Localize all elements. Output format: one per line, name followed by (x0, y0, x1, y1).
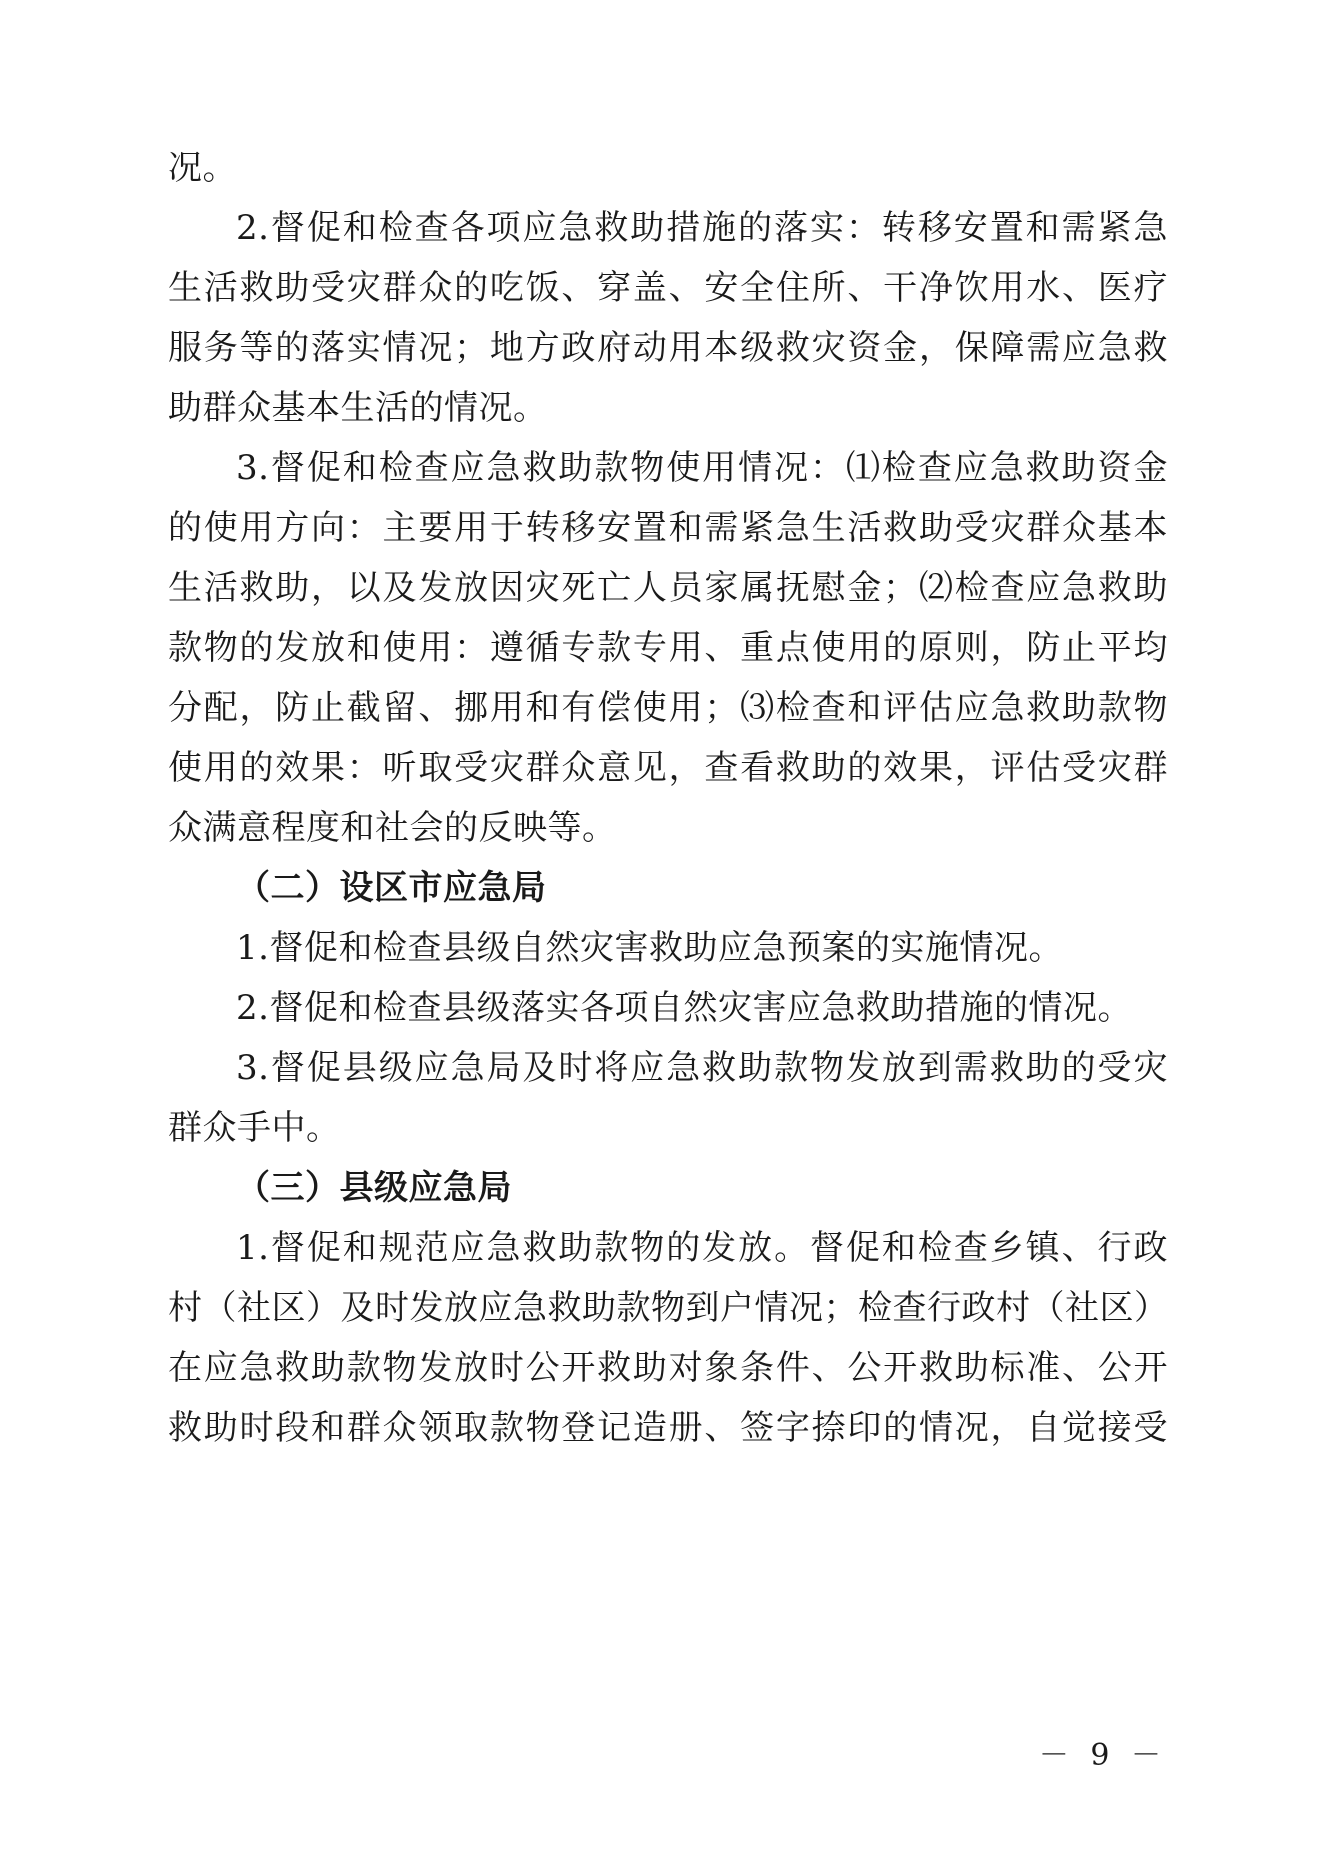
text-line-8: 生活救助，以及发放因灾死亡人员家属抚慰金；⑵检查应急救助 (168, 568, 1168, 608)
text-line-19: 1.督促和规范应急救助款物的发放。督促和检查乡镇、行政 (236, 1228, 1168, 1268)
text-line-2: 2.督促和检查各项应急救助措施的落实：转移安置和需紧急 (236, 208, 1168, 248)
text-line-12: 众满意程度和社会的反映等。 (168, 808, 617, 848)
text-line-1: 况。 (168, 148, 237, 188)
text-line-3: 生活救助受灾群众的吃饭、穿盖、安全住所、干净饮用水、医疗 (168, 268, 1168, 308)
section-heading-city: （二）设区市应急局 (236, 868, 547, 908)
text-line-14: 1.督促和检查县级自然灾害救助应急预案的实施情况。 (236, 928, 1063, 968)
text-line-11: 使用的效果：听取受灾群众意见，查看救助的效果，评估受灾群 (168, 748, 1168, 788)
text-line-7: 的使用方向：主要用于转移安置和需紧急生活救助受灾群众基本 (168, 508, 1168, 548)
text-line-10: 分配，防止截留、挪用和有偿使用；⑶检查和评估应急救助款物 (168, 688, 1168, 728)
page-number: － 9 － (1038, 1738, 1167, 1773)
text-line-4: 服务等的落实情况；地方政府动用本级救灾资金，保障需应急救 (168, 328, 1168, 368)
text-line-20: 村（社区）及时发放应急救助款物到户情况；检查行政村（社区） (168, 1288, 1169, 1328)
section-heading-county: （三）县级应急局 (236, 1168, 512, 1208)
text-line-22: 救助时段和群众领取款物登记造册、签字捺印的情况，自觉接受 (168, 1408, 1168, 1448)
text-line-15: 2.督促和检查县级落实各项自然灾害应急救助措施的情况。 (236, 988, 1132, 1028)
text-line-6: 3.督促和检查应急救助款物使用情况：⑴检查应急救助资金 (236, 448, 1168, 488)
text-line-9: 款物的发放和使用：遵循专款专用、重点使用的原则，防止平均 (168, 628, 1168, 668)
text-line-5: 助群众基本生活的情况。 (168, 388, 548, 428)
text-line-17: 群众手中。 (168, 1108, 341, 1148)
text-line-16: 3.督促县级应急局及时将应急救助款物发放到需救助的受灾 (236, 1048, 1168, 1088)
text-line-21: 在应急救助款物发放时公开救助对象条件、公开救助标准、公开 (168, 1348, 1168, 1388)
